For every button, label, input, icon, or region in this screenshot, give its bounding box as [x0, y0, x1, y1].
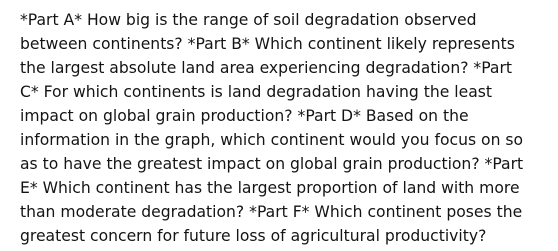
text-line: *Part A* How big is the range of soil degradation observed: [20, 11, 477, 29]
question-text: [20, 8, 544, 248]
text-line: greatest concern for future loss of agricultural productivity?: [20, 227, 487, 245]
text-line: between continents? *Part B* Which continent likely represents: [20, 35, 515, 53]
text-line: than moderate degradation? *Part F* Which continent poses the: [20, 203, 523, 221]
text-line: impact on global grain production? *Part D* Based on the: [20, 107, 469, 125]
text-line: information in the graph, which continent would you focus on so: [20, 131, 524, 149]
text-line: the largest absolute land area experiencing degradation? *Part: [20, 59, 513, 77]
text-line: E* Which continent has the largest proportion of land with more: [20, 179, 520, 197]
text-line: C* For which continents is land degradation having the least: [20, 83, 493, 101]
text-line: as to have the greatest impact on global grain production? *Part: [20, 155, 524, 173]
